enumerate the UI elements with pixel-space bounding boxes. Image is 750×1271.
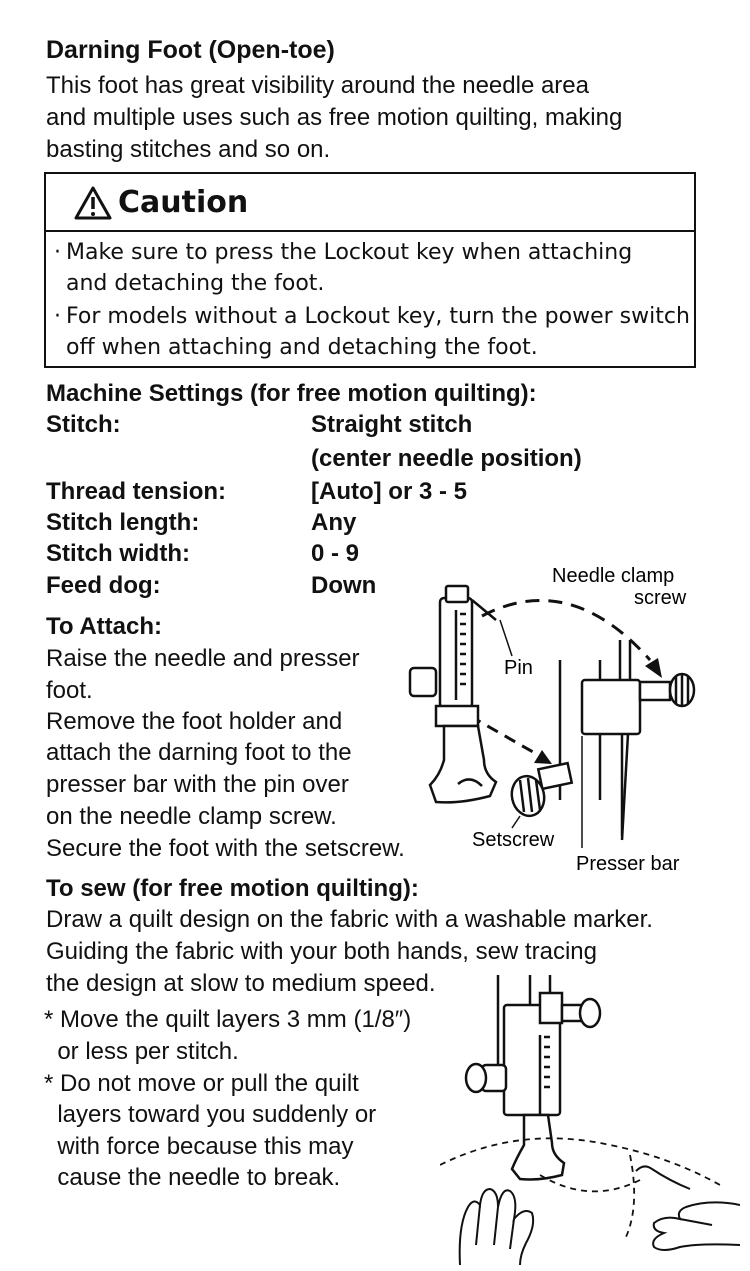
attach-line: on the needle clamp screw. (46, 803, 337, 830)
arrow-head-icon (534, 750, 552, 764)
intro-line: This foot has great visibility around the needle area (46, 72, 589, 99)
page-title: Darning Foot (Open-toe) (46, 36, 335, 64)
needle-clamp-screw-icon (640, 674, 694, 706)
setting-label: Stitch length: (46, 509, 200, 536)
setting-label: Feed dog: (46, 572, 161, 599)
label-pin: Pin (504, 657, 533, 679)
setscrew-icon (508, 763, 572, 819)
caution-box (44, 172, 696, 368)
sew-note: * Move the quilt layers 3 mm (1/8″) (44, 1006, 412, 1033)
caution-header (46, 174, 694, 232)
pin-path-dashed-line (482, 600, 650, 660)
label-needle-clamp-screw: screw (634, 587, 687, 609)
quilt-design-dashed-line (626, 1155, 634, 1237)
presser-bar-icon (560, 640, 640, 840)
setting-value: 0 - 9 (311, 540, 360, 567)
sewing-illustration (440, 975, 740, 1265)
sew-line: Guiding the fabric with your both hands, sew tracing (46, 938, 597, 965)
label-needle-clamp: Needle clamp (552, 565, 675, 587)
warning-triangle-icon (74, 186, 112, 220)
caution-line: and detaching the foot. (66, 271, 325, 296)
label-presser-bar: Presser bar (576, 853, 680, 875)
setting-label: Thread tension: (46, 478, 227, 505)
attach-illustration (400, 560, 720, 880)
sew-note: layers toward you suddenly or (44, 1101, 377, 1128)
attach-line: Raise the needle and presser (46, 645, 360, 672)
attach-line: Secure the foot with the setscrew. (46, 835, 405, 862)
intro-line: and multiple uses such as free motion quilting, making (46, 104, 623, 131)
attach-heading: To Attach: (46, 613, 162, 640)
setting-value: [Auto] or 3 - 5 (311, 478, 467, 505)
caution-title: Caution (118, 185, 249, 220)
sew-line: Draw a quilt design on the fabric with a washable marker. (46, 906, 653, 933)
attach-line: Remove the foot holder and (46, 708, 343, 735)
setting-label: Stitch: (46, 411, 121, 438)
machine-head-icon (466, 975, 600, 1180)
arrow-head-icon (645, 658, 662, 678)
sew-note: cause the needle to break. (44, 1164, 341, 1191)
caution-line: Make sure to press the Lockout key when attaching (66, 240, 633, 265)
darning-foot-icon (410, 586, 496, 802)
quilt-design-dashed-line (440, 1138, 720, 1185)
attach-line: presser bar with the pin over (46, 771, 349, 798)
intro-line: basting stitches and so on. (46, 136, 331, 163)
settings-heading: Machine Settings (for free motion quilting): (46, 380, 537, 407)
sew-note: * Do not move or pull the quilt (44, 1070, 359, 1097)
bullet-icon: · (54, 304, 61, 329)
sew-line: the design at slow to medium speed. (46, 970, 436, 997)
setting-value: (center needle position) (311, 445, 582, 472)
caution-line: For models without a Lockout key, turn the power switch (66, 304, 690, 329)
sew-note: with force because this may (44, 1133, 354, 1160)
sew-note: or less per stitch. (44, 1038, 239, 1065)
setting-value: Down (311, 572, 377, 599)
caution-line: off when attaching and detaching the foot. (66, 335, 538, 360)
left-hand-icon (460, 1189, 533, 1265)
right-hand-icon (636, 1166, 740, 1250)
setting-value: Any (311, 509, 357, 536)
setting-value: Straight stitch (311, 411, 473, 438)
bullet-icon: · (54, 240, 61, 265)
sew-heading: To sew (for free motion quilting): (46, 875, 419, 902)
attach-line: attach the darning foot to the (46, 739, 352, 766)
attach-line: foot. (46, 677, 93, 704)
label-setscrew: Setscrew (472, 829, 555, 851)
setting-label: Stitch width: (46, 540, 190, 567)
